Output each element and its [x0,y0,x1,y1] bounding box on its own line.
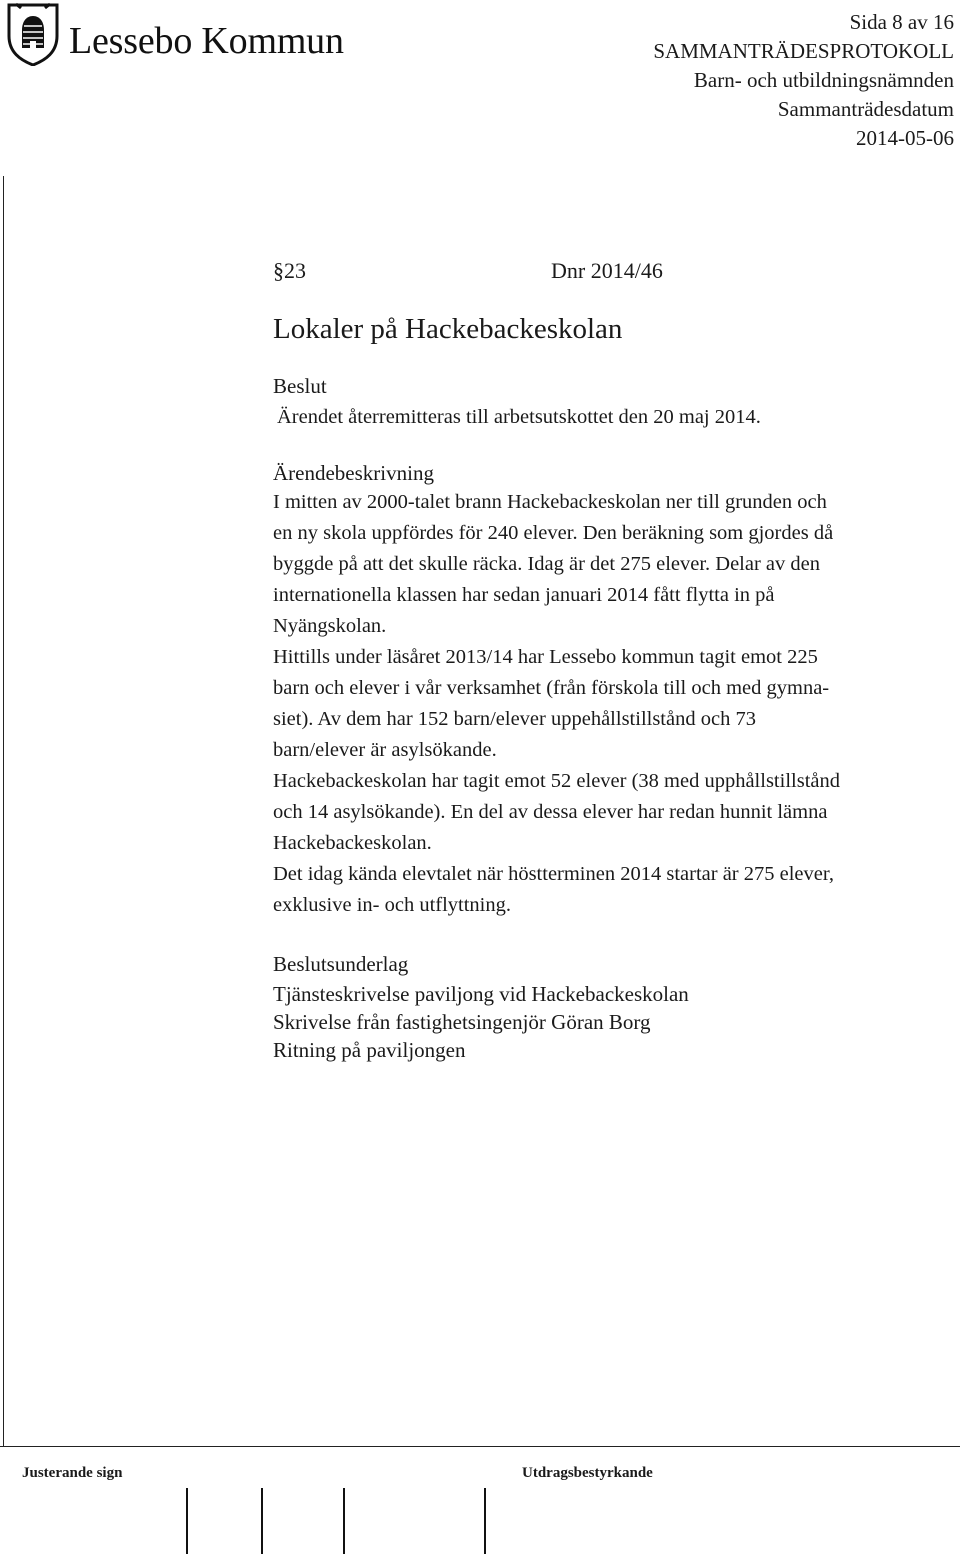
document-header [653,8,954,153]
item-title: Lokaler på Hackebackeskolan [273,313,623,345]
beslut-heading: Beslut [273,374,327,398]
beslutsunderlag-list [273,980,953,1064]
paragraph-number: §23 [273,258,306,283]
body-line: och 14 asylsökande). En del av dessa elever har redan hunnit lämna [273,801,828,823]
beslutsunderlag-heading: Beslutsunderlag [273,952,409,976]
paragraph-header [273,258,953,284]
footer-rule [0,1446,960,1447]
body-line: Hittills under läsåret 2013/14 har Lessebo kommun tagit emot 225 [273,646,818,668]
logo-wordmark: Lessebo Kommun [69,20,344,62]
body-line: barn och elever i vår verksamhet (från förskola till och med gymna- [273,677,830,699]
protocol-type: SAMMANTRÄDESPROTOKOLL [653,39,954,63]
body-line: en ny skola uppfördes för 240 elever. Den beräkning som gjordes då [273,522,834,544]
signature-box-line [186,1488,188,1554]
beslut-text: Ärendet återremitteras till arbetsutskottet den 20 maj 2014. [277,406,761,428]
committee-name: Barn- och utbildningsnämnden [693,68,954,92]
page-number: Sida 8 av 16 [849,10,954,34]
meeting-date: 2014-05-06 [856,126,954,150]
list-item: Tjänsteskrivelse paviljong vid Hackebackeskolan [273,982,689,1006]
utdragsbestyrkande-label: Utdragsbestyrkande [522,1465,653,1481]
signature-box-line [343,1488,345,1554]
body-line: Det idag kända elevtalet när höstterminen 2014 startar är 275 elever, [273,863,834,885]
body-line: byggde på att det skulle räcka. Idag är det 275 elever. Delar av den [273,553,821,575]
list-item: Ritning på paviljongen [273,1038,466,1062]
body-line: Nyängskolan. [273,615,387,637]
arendebeskrivning-body [273,487,953,921]
coat-of-arms-icon [6,2,60,66]
body-line: siet). Av dem har 152 barn/elever uppehållstillstånd och 73 [273,708,756,730]
meeting-date-label: Sammanträdesdatum [777,97,954,121]
list-item: Skrivelse från fastighetsingenjör Göran Borg [273,1010,651,1034]
margin-rule [3,176,4,1446]
signature-box-line [484,1488,486,1554]
body-line: Hackebackeskolan har tagit emot 52 elever (38 med upphållstillstånd [273,770,840,792]
body-line: barn/elever är asylsökande. [273,739,497,761]
municipality-logo [6,2,366,70]
body-line: I mitten av 2000-talet brann Hackebackeskolan ner till grunden och [273,491,827,513]
body-line: Hackebackeskolan. [273,832,432,854]
body-line: internationella klassen har sedan januari 2014 fått flytta in på [273,584,775,606]
body-line: exklusive in- och utflyttning. [273,894,511,916]
signature-box-line [261,1488,263,1554]
arendebeskrivning-heading: Ärendebeskrivning [273,461,434,485]
justerande-sign-label: Justerande sign [22,1465,123,1481]
diary-number: Dnr 2014/46 [551,258,663,283]
